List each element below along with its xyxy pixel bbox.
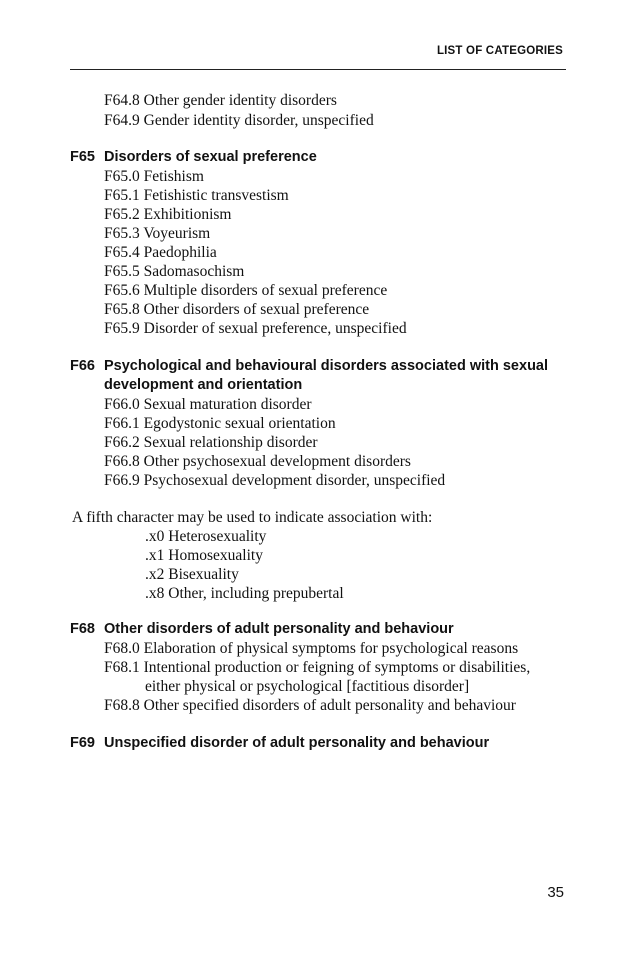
category-title-f66-line1: Psychological and behavioural disorders associated with sexual: [104, 358, 549, 374]
list-item-f64-8: F64.8 Other gender identity disorders: [104, 92, 337, 109]
list-item-f68-8: F68.8 Other specified disorders of adult personality and behaviour: [104, 697, 516, 714]
list-item-f68-1: F68.1 Intentional production or feigning of symptoms or disabilities,: [104, 659, 531, 676]
list-item-f65-4: F65.4 Paedophilia: [104, 244, 217, 261]
fifth-character-option-x2: .x2 Bisexuality: [145, 566, 239, 583]
category-code-f66: F66: [70, 358, 95, 374]
category-title-f68: Other disorders of adult personality and behaviour: [104, 621, 454, 637]
header-divider: [70, 69, 566, 70]
list-item-f65-9: F65.9 Disorder of sexual preference, unspecified: [104, 320, 407, 337]
fifth-character-note: A fifth character may be used to indicate association with:: [72, 509, 433, 526]
list-item-f66-8: F66.8 Other psychosexual development disorders: [104, 453, 411, 470]
list-item-f66-2: F66.2 Sexual relationship disorder: [104, 434, 318, 451]
list-item-f65-5: F65.5 Sadomasochism: [104, 263, 245, 280]
list-item-f66-9: F66.9 Psychosexual development disorder, unspecified: [104, 472, 446, 489]
fifth-character-option-x0: .x0 Heterosexuality: [145, 528, 267, 545]
list-item-f65-3: F65.3 Voyeurism: [104, 225, 211, 242]
category-title-f65: Disorders of sexual preference: [104, 149, 317, 165]
running-header-title: LIST OF CATEGORIES: [436, 45, 563, 57]
list-item-f65-1: F65.1 Fetishistic transvestism: [104, 187, 289, 204]
category-code-f69: F69: [70, 735, 95, 751]
page-number: 35: [547, 884, 564, 901]
list-item-f68-0: F68.0 Elaboration of physical symptoms for psychological reasons: [104, 640, 519, 657]
list-item-f64-9: F64.9 Gender identity disorder, unspecified: [104, 112, 374, 129]
list-item-f65-0: F65.0 Fetishism: [104, 168, 204, 185]
list-item-f66-0: F66.0 Sexual maturation disorder: [104, 396, 312, 413]
category-code-f68: F68: [70, 621, 95, 637]
list-item-f65-8: F65.8 Other disorders of sexual preference: [104, 301, 370, 318]
list-item-f68-1-continuation: either physical or psychological [factitious disorder]: [145, 678, 470, 695]
list-item-f65-2: F65.2 Exhibitionism: [104, 206, 232, 223]
list-item-f65-6: F65.6 Multiple disorders of sexual preference: [104, 282, 388, 299]
category-title-f69: Unspecified disorder of adult personality and behaviour: [104, 735, 490, 751]
list-item-f66-1: F66.1 Egodystonic sexual orientation: [104, 415, 336, 432]
category-code-f65: F65: [70, 149, 95, 165]
category-title-f66-line2: development and orientation: [104, 377, 303, 393]
fifth-character-option-x8: .x8 Other, including prepubertal: [145, 585, 344, 602]
fifth-character-option-x1: .x1 Homosexuality: [145, 547, 263, 564]
